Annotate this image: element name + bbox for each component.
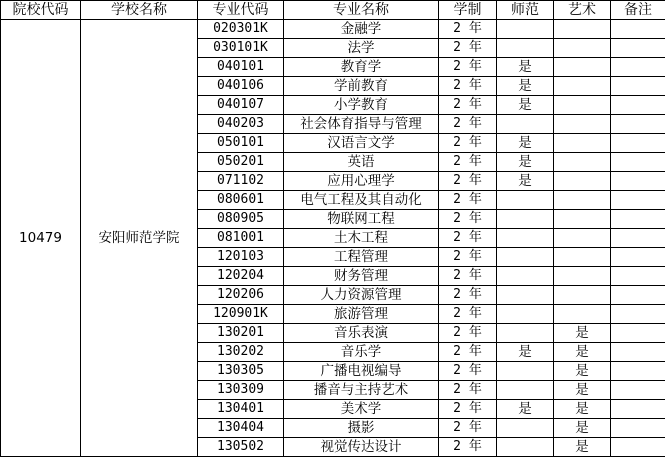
major-name-cell: 应用心理学 [284, 172, 439, 191]
normal-cell [497, 286, 554, 305]
note-cell [611, 248, 665, 267]
note-cell [611, 381, 665, 400]
art-cell [554, 96, 611, 115]
major-code-cell: 120204 [198, 267, 284, 286]
major-code-cell: 071102 [198, 172, 284, 191]
note-cell [611, 20, 665, 39]
note-cell [611, 153, 665, 172]
major-name-cell: 音乐表演 [284, 324, 439, 343]
art-cell [554, 115, 611, 134]
art-cell: 是 [554, 324, 611, 343]
note-cell [611, 77, 665, 96]
major-name-cell: 旅游管理 [284, 305, 439, 324]
major-code-cell: 130404 [198, 419, 284, 438]
art-cell [554, 305, 611, 324]
major-name-cell: 广播电视编导 [284, 362, 439, 381]
art-cell [554, 77, 611, 96]
note-cell [611, 305, 665, 324]
major-code-cell: 050101 [198, 134, 284, 153]
duration-cell: 2 年 [439, 115, 497, 134]
art-cell [554, 210, 611, 229]
art-cell [554, 58, 611, 77]
major-name-cell: 音乐学 [284, 343, 439, 362]
normal-cell [497, 248, 554, 267]
art-cell: 是 [554, 381, 611, 400]
major-code-cell: 080905 [198, 210, 284, 229]
header-normal: 师范 [497, 1, 554, 20]
note-cell [611, 438, 665, 457]
normal-cell: 是 [497, 96, 554, 115]
major-code-cell: 130502 [198, 438, 284, 457]
major-code-cell: 040101 [198, 58, 284, 77]
header-school-name: 学校名称 [81, 1, 198, 20]
duration-cell: 2 年 [439, 229, 497, 248]
note-cell [611, 191, 665, 210]
normal-cell [497, 267, 554, 286]
art-cell: 是 [554, 362, 611, 381]
duration-cell: 2 年 [439, 39, 497, 58]
normal-cell [497, 229, 554, 248]
duration-cell: 2 年 [439, 343, 497, 362]
art-cell [554, 134, 611, 153]
note-cell [611, 267, 665, 286]
art-cell [554, 248, 611, 267]
major-code-cell: 080601 [198, 191, 284, 210]
major-code-cell: 130401 [198, 400, 284, 419]
normal-cell [497, 305, 554, 324]
normal-cell [497, 191, 554, 210]
duration-cell: 2 年 [439, 191, 497, 210]
normal-cell [497, 115, 554, 134]
duration-cell: 2 年 [439, 172, 497, 191]
table-body [1, 20, 665, 457]
duration-cell: 2 年 [439, 438, 497, 457]
major-code-cell: 120206 [198, 286, 284, 305]
duration-cell: 2 年 [439, 305, 497, 324]
major-code-cell: 020301K [198, 20, 284, 39]
duration-cell: 2 年 [439, 210, 497, 229]
note-cell [611, 58, 665, 77]
art-cell: 是 [554, 343, 611, 362]
major-code-cell: 130201 [198, 324, 284, 343]
major-name-cell: 社会体育指导与管理 [284, 115, 439, 134]
major-name-cell: 英语 [284, 153, 439, 172]
header-duration: 学制 [439, 1, 497, 20]
note-cell [611, 115, 665, 134]
duration-cell: 2 年 [439, 362, 497, 381]
major-code-cell: 050201 [198, 153, 284, 172]
normal-cell: 是 [497, 343, 554, 362]
art-cell [554, 229, 611, 248]
normal-cell: 是 [497, 134, 554, 153]
duration-cell: 2 年 [439, 96, 497, 115]
note-cell [611, 400, 665, 419]
duration-cell: 2 年 [439, 153, 497, 172]
duration-cell: 2 年 [439, 286, 497, 305]
art-cell [554, 20, 611, 39]
art-cell: 是 [554, 419, 611, 438]
duration-cell: 2 年 [439, 324, 497, 343]
normal-cell: 是 [497, 400, 554, 419]
major-name-cell: 财务管理 [284, 267, 439, 286]
note-cell [611, 229, 665, 248]
header-school-code: 院校代码 [1, 1, 81, 20]
major-code-cell: 130309 [198, 381, 284, 400]
duration-cell: 2 年 [439, 381, 497, 400]
major-code-cell: 120901K [198, 305, 284, 324]
school-name-cell: 安阳师范学院 [81, 20, 198, 457]
major-name-cell: 视觉传达设计 [284, 438, 439, 457]
major-name-cell: 摄影 [284, 419, 439, 438]
art-cell [554, 172, 611, 191]
art-cell [554, 153, 611, 172]
note-cell [611, 210, 665, 229]
normal-cell [497, 381, 554, 400]
major-name-cell: 工程管理 [284, 248, 439, 267]
duration-cell: 2 年 [439, 77, 497, 96]
header-art: 艺术 [554, 1, 611, 20]
major-name-cell: 小学教育 [284, 96, 439, 115]
major-name-cell: 人力资源管理 [284, 286, 439, 305]
note-cell [611, 324, 665, 343]
duration-cell: 2 年 [439, 267, 497, 286]
major-name-cell: 物联网工程 [284, 210, 439, 229]
normal-cell [497, 210, 554, 229]
major-name-cell: 美术学 [284, 400, 439, 419]
note-cell [611, 172, 665, 191]
major-name-cell: 播音与主持艺术 [284, 381, 439, 400]
header-row [1, 1, 665, 20]
art-cell: 是 [554, 400, 611, 419]
duration-cell: 2 年 [439, 134, 497, 153]
school-code-cell: 10479 [1, 20, 81, 457]
note-cell [611, 39, 665, 58]
normal-cell: 是 [497, 77, 554, 96]
duration-cell: 2 年 [439, 400, 497, 419]
normal-cell [497, 20, 554, 39]
normal-cell [497, 39, 554, 58]
major-name-cell: 教育学 [284, 58, 439, 77]
normal-cell [497, 362, 554, 381]
normal-cell [497, 419, 554, 438]
duration-cell: 2 年 [439, 20, 497, 39]
note-cell [611, 343, 665, 362]
major-name-cell: 汉语言文学 [284, 134, 439, 153]
art-cell: 是 [554, 438, 611, 457]
major-name-cell: 学前教育 [284, 77, 439, 96]
major-code-cell: 040107 [198, 96, 284, 115]
duration-cell: 2 年 [439, 419, 497, 438]
note-cell [611, 362, 665, 381]
major-code-cell: 030101K [198, 39, 284, 58]
duration-cell: 2 年 [439, 58, 497, 77]
header-note: 备注 [611, 1, 665, 20]
note-cell [611, 134, 665, 153]
art-cell [554, 286, 611, 305]
note-cell [611, 96, 665, 115]
normal-cell: 是 [497, 58, 554, 77]
art-cell [554, 39, 611, 58]
note-cell [611, 286, 665, 305]
art-cell [554, 267, 611, 286]
major-code-cell: 040106 [198, 77, 284, 96]
header-major-name: 专业名称 [284, 1, 439, 20]
normal-cell: 是 [497, 153, 554, 172]
header-major-code: 专业代码 [198, 1, 284, 20]
major-code-cell: 130305 [198, 362, 284, 381]
normal-cell [497, 438, 554, 457]
normal-cell: 是 [497, 172, 554, 191]
major-name-cell: 法学 [284, 39, 439, 58]
major-name-cell: 电气工程及其自动化 [284, 191, 439, 210]
duration-cell: 2 年 [439, 248, 497, 267]
major-code-cell: 081001 [198, 229, 284, 248]
normal-cell [497, 324, 554, 343]
major-code-cell: 120103 [198, 248, 284, 267]
major-name-cell: 金融学 [284, 20, 439, 39]
table-row [1, 20, 665, 39]
art-cell [554, 191, 611, 210]
major-code-cell: 130202 [198, 343, 284, 362]
major-name-cell: 土木工程 [284, 229, 439, 248]
major-code-cell: 040203 [198, 115, 284, 134]
note-cell [611, 419, 665, 438]
